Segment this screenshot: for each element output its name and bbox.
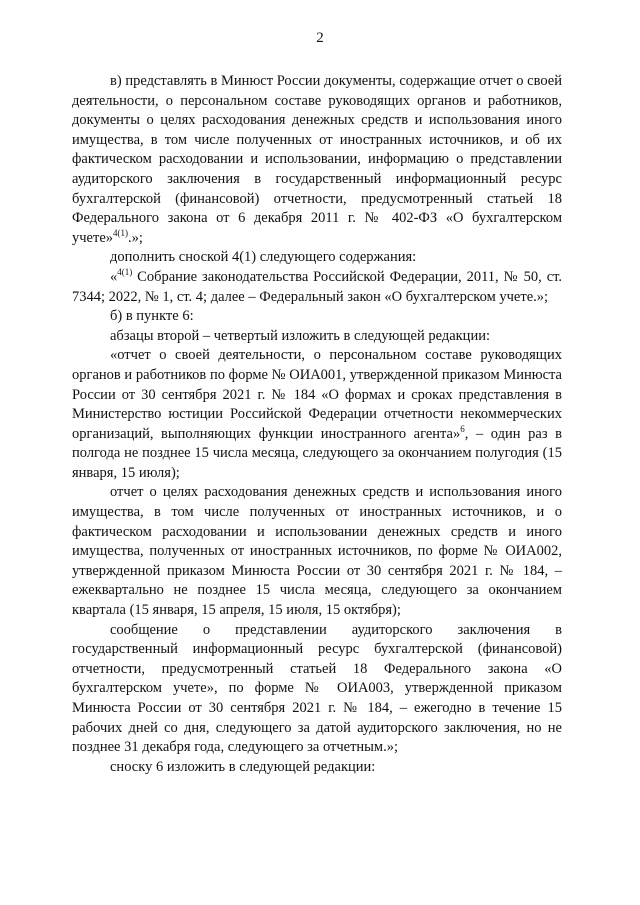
paragraph-report-funds: [72, 483, 562, 620]
quote-open: «: [110, 268, 118, 285]
paragraph-tail: , – один раз в полгода не позднее 15 числа месяца, следующего за окончанием полугодия (15 января, 15 июля);: [72, 425, 562, 481]
paragraph-text: отчет о целях расходования денежных средств и использования иного имущества, в том числе полученных от иностранных источников, и о фактическом расходовании и использовании денежных средств и иного имущества, полученных от иностранных источников, по форме № ОИА002, утвержденной приказом Минюста России от 30 сентября 2021 г. № 184, – ежеквартально не позднее 15 числа месяца, следующего за окончанием квартала (15 января, 15 апреля, 15 июля, 15 октября);: [72, 484, 562, 619]
footnote-ref: 4(1): [117, 267, 133, 278]
footnote-text-paragraph: [72, 268, 562, 307]
footnote-ref: 4(1): [113, 227, 129, 238]
paragraph-text: «отчет о своей деятельности, о персональном составе руководящих органов и работников по форме № ОИА001, утвержденной приказом Минюста России от 30 сентября 2021 г. № 184 «О формах и сроках представления в Министерство юстиции Российской Федерации отчетности некоммерческих организаций, выполняющих функции иностранного агента»: [72, 347, 562, 442]
paragraph-footnote-6: [72, 758, 562, 778]
paragraph-item-v: [72, 72, 562, 248]
paragraph-text: дополнить сноской 4(1) следующего содержания:: [110, 249, 417, 266]
paragraph-abzacy: [72, 327, 562, 347]
paragraph-item-b: [72, 307, 562, 327]
paragraph-audit-message: [72, 621, 562, 758]
page-number: 2: [316, 30, 324, 46]
paragraph-report-activity: [72, 346, 562, 483]
paragraph-text: сообщение о представлении аудиторского заключения в государственный информационный ресурс бухгалтерской (финансовой) отчетности, предусмотренный статьей 18 Федерального закона «О бухгалтерском учете», по форме № ОИА003, утвержденной приказом Минюста России от 30 сентября 2021 г. № 184, – ежегодно в течение 15 рабочих дней со дня, следующего за датой аудиторского заключения, но не позднее 31 декабря года, следующего за отчетным.»;: [72, 621, 562, 756]
paragraph-text: сноску 6 изложить в следующей редакции:: [110, 758, 376, 775]
paragraph-text: б) в пункте 6:: [110, 308, 194, 325]
paragraph-text: абзацы второй – четвертый изложить в следующей редакции:: [110, 327, 490, 344]
paragraph-text: Собрание законодательства Российской Федерации, 2011, № 50, ст. 7344; 2022, № 1, ст. 4; далее – Федеральный закон «О бухгалтерском учете.»;: [72, 268, 562, 305]
paragraph-text: в) представлять в Минюст России документы, содержащие отчет о своей деятельности, о персональном составе руководящих органов и работников, документы о целях расходования денежных средств и использования иного имущества, в том числе полученных от иностранных источников, и об их фактическом расходовании и использовании, информацию о представлении аудиторского заключения в государственный информационный ресурс бухгалтерской (финансовой) отчетности, предусмотренный статьей 18 Федерального закона от 6 декабря 2011 г. № 402-ФЗ «О бухгалтерском учете»: [72, 73, 562, 246]
document-body: [72, 72, 562, 777]
paragraph-add-footnote: [72, 248, 562, 268]
paragraph-tail: .»;: [128, 229, 143, 246]
footnote-ref: 6: [460, 423, 465, 434]
